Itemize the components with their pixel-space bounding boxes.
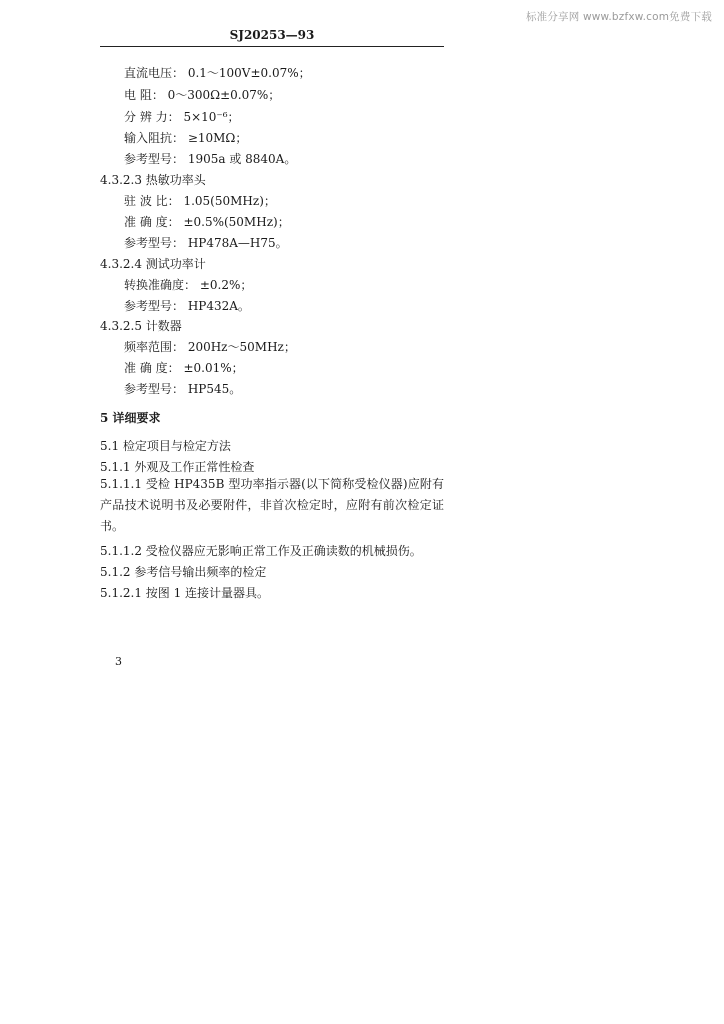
header-rule <box>100 46 444 47</box>
section-heading-5-1-2: 5.1.2 参考信号输出频率的检定 <box>100 565 267 579</box>
spec-conversion-accuracy: 转换准确度： ±0.2%； <box>124 278 253 292</box>
spec-accuracy: 准 确 度： ±0.5%(50MHz)； <box>124 215 290 229</box>
page-number: 3 <box>115 655 122 668</box>
spec-vswr: 驻 波 比： 1.05(50MHz)； <box>124 194 276 208</box>
section-heading-4-3-2-3: 4.3.2.3 热敏功率头 <box>100 173 206 187</box>
spec-reference-model: 参考型号： HP545。 <box>124 382 242 396</box>
spec-accuracy: 准 确 度： ±0.01%； <box>124 361 244 375</box>
spec-frequency-range: 频率范围： 200Hz～50MHz； <box>124 340 296 354</box>
spec-reference-model: 参考型号： 1905a 或 8840A。 <box>124 152 297 166</box>
section-heading-5-1: 5.1 检定项目与检定方法 <box>100 439 231 453</box>
section-heading-4-3-2-5: 4.3.2.5 计数器 <box>100 319 182 333</box>
section-heading-5: 5 详细要求 <box>100 411 161 425</box>
spec-dc-voltage: 直流电压： 0.1～100V±0.07%； <box>124 66 311 80</box>
spec-resolution: 分 辨 力： 5×10⁻⁶； <box>124 110 240 124</box>
spec-input-impedance: 输入阻抗： ≥10MΩ； <box>124 131 248 145</box>
spec-reference-model: 参考型号： HP478A—H75。 <box>124 236 288 250</box>
spec-reference-model: 参考型号： HP432A。 <box>124 299 250 313</box>
watermark: 标准分享网 www.bzfxw.com免费下载 <box>525 11 712 23</box>
document-number: SJ20253—93 <box>229 28 315 42</box>
paragraph-5-1-1-1: 5.1.1.1 受检 HP435B 型功率指示器(以下简称受检仪器)应附有产品技术说明书及必要附件，非首次检定时，应附有前次检定证书。 <box>100 477 444 533</box>
paragraph-5-1-2-1: 5.1.2.1 按图 1 连接计量器具。 <box>100 586 270 600</box>
paragraph-5-1-1-2: 5.1.1.2 受检仪器应无影响正常工作及正确读数的机械损伤。 <box>100 544 422 558</box>
section-heading-4-3-2-4: 4.3.2.4 测试功率计 <box>100 257 206 271</box>
spec-resistance: 电 阻： 0～300Ω±0.07%； <box>124 88 281 102</box>
section-heading-5-1-1: 5.1.1 外观及工作正常性检查 <box>100 460 255 474</box>
